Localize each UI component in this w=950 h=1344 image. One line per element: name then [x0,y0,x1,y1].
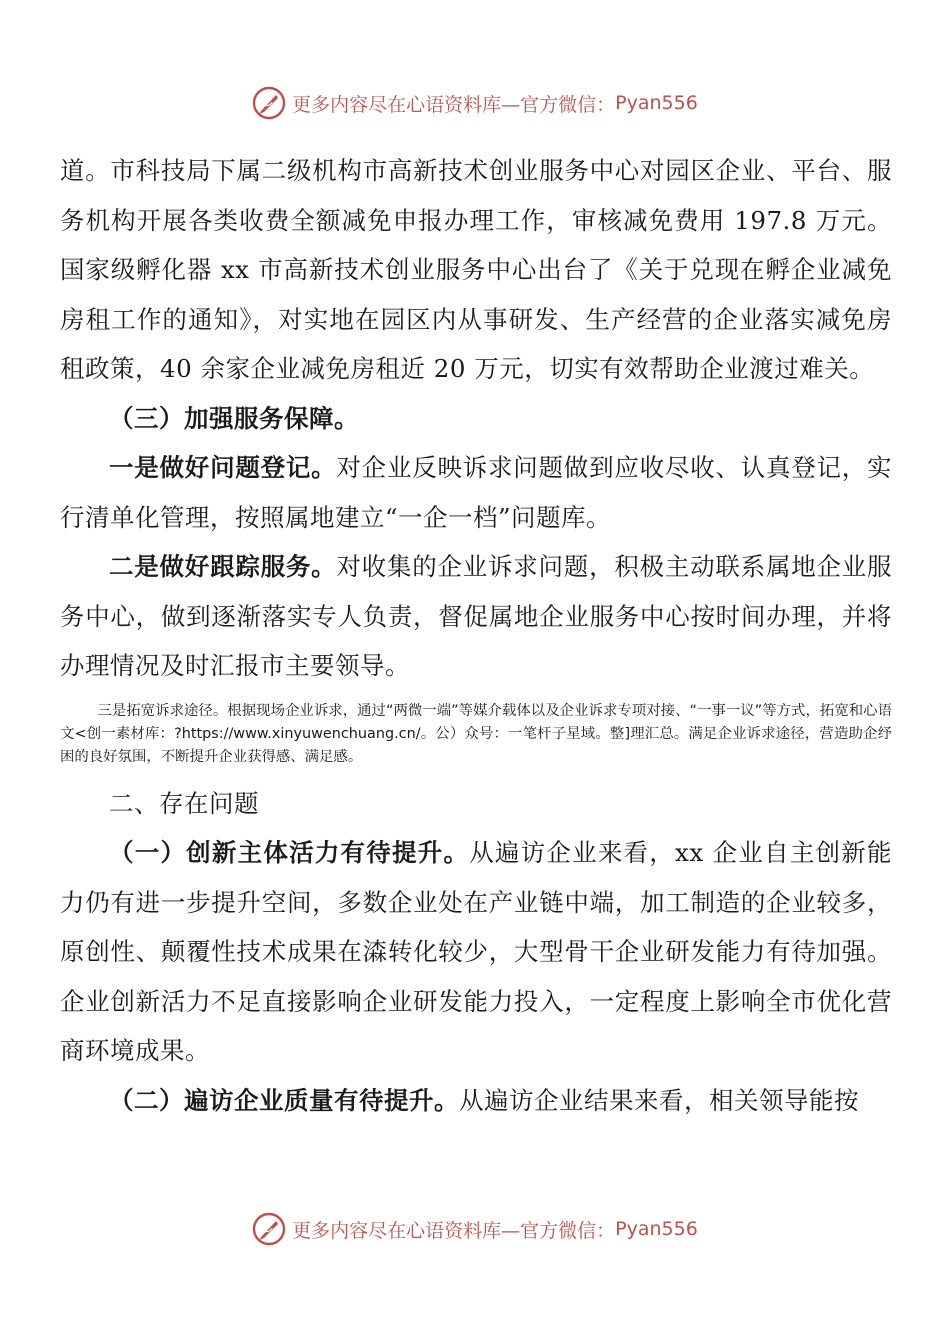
problem-1-lead: （一）创新主体活力有待提升。 [109,838,470,867]
paragraph-item-2 [60,542,892,691]
quill-logo-icon [252,86,286,120]
problem-1-body: 从遍访企业来看，xx 企业自主创新能力仍有进一步提升空间，多数企业处在产业链中端，加工制造的企业较多，原创性、颠覆性技术成果在潹转化较少，大型骨干企业研发能力有待加强。企业创新活力不足直接影响企业研发能力投入，一定程度上影响全市优化营商环境成果。 [60,838,893,1065]
paragraph-problem-1 [60,828,892,1076]
banner-text: 更多内容尽在心语资料库—官方微信： [292,93,616,116]
problem-2-lead: （二）遍访企业质量有待提升。 [109,1085,459,1115]
header-banner [0,80,950,126]
footer-banner [0,1206,950,1252]
item-1-lead: 一是做好问题登记。 [109,453,337,482]
document-body [60,146,892,1125]
section-heading-3 [60,394,892,444]
item-2-body: 对收集的企业诉求问题，积极主动联系属地企业服务中心，做到逐渐落实专人负责，督促属地企业服务中心按时间办理，并将办理情况及时汇报市主要领导。 [60,552,893,680]
banner-text: 更多内容尽在心语资料库—官方微信： [292,1219,616,1242]
problem-2-body: 从遍访企业结果来看，相关领导能按 [459,1085,859,1115]
paragraph-item-3-small: 三是拓宽诉求途径。根据现场企业诉求，通过“两微一端”等媒介载体以及企业诉求专项对接、“一事一议”等方式，拓宽和心语文<创一素材库：?https://www.xinyuwenchuang.cn/。公）众号：一笔杆子星域。整]理汇总。满足企业诉求途径，营造助企纾困的良好氛围，不断提升企业获得感、满足感。 [60,702,892,765]
banner-wechat-id: Pyan556 [615,1218,698,1240]
paragraph-item-1 [60,443,892,542]
item-2-lead: 二是做好跟踪服务。 [109,552,337,581]
paragraph-continuation: 道。市科技局下属二级机构市高新技术创业服务中心对园区企业、平台、服务机构开展各类收费全额减免申报办理工作，审核减免费用 197.8 万元。国家级孵化器 xx 市高新技术创业服务中心出台了《关于兑现在孵企业减免房租工作的通知》，对实地在园区内从事研发、生产经营的企业落实减免房租政策，40 余家企业减免房租近 20 万元，切实有效帮助企业渡过难关。 [60,156,892,383]
item-1-body: 对企业反映诉求问题做到应收尽收、认真登记，实行清单化管理，按照属地建立“一企一档”问题库。 [60,453,893,532]
section-heading-3-text: （三）加强服务保障。 [109,403,359,433]
paragraph-problem-2 [60,1076,892,1126]
banner-wechat-id: Pyan556 [615,92,698,114]
quill-logo-icon [252,1212,286,1246]
part-heading-problems: 二、存在问题 [109,788,259,818]
